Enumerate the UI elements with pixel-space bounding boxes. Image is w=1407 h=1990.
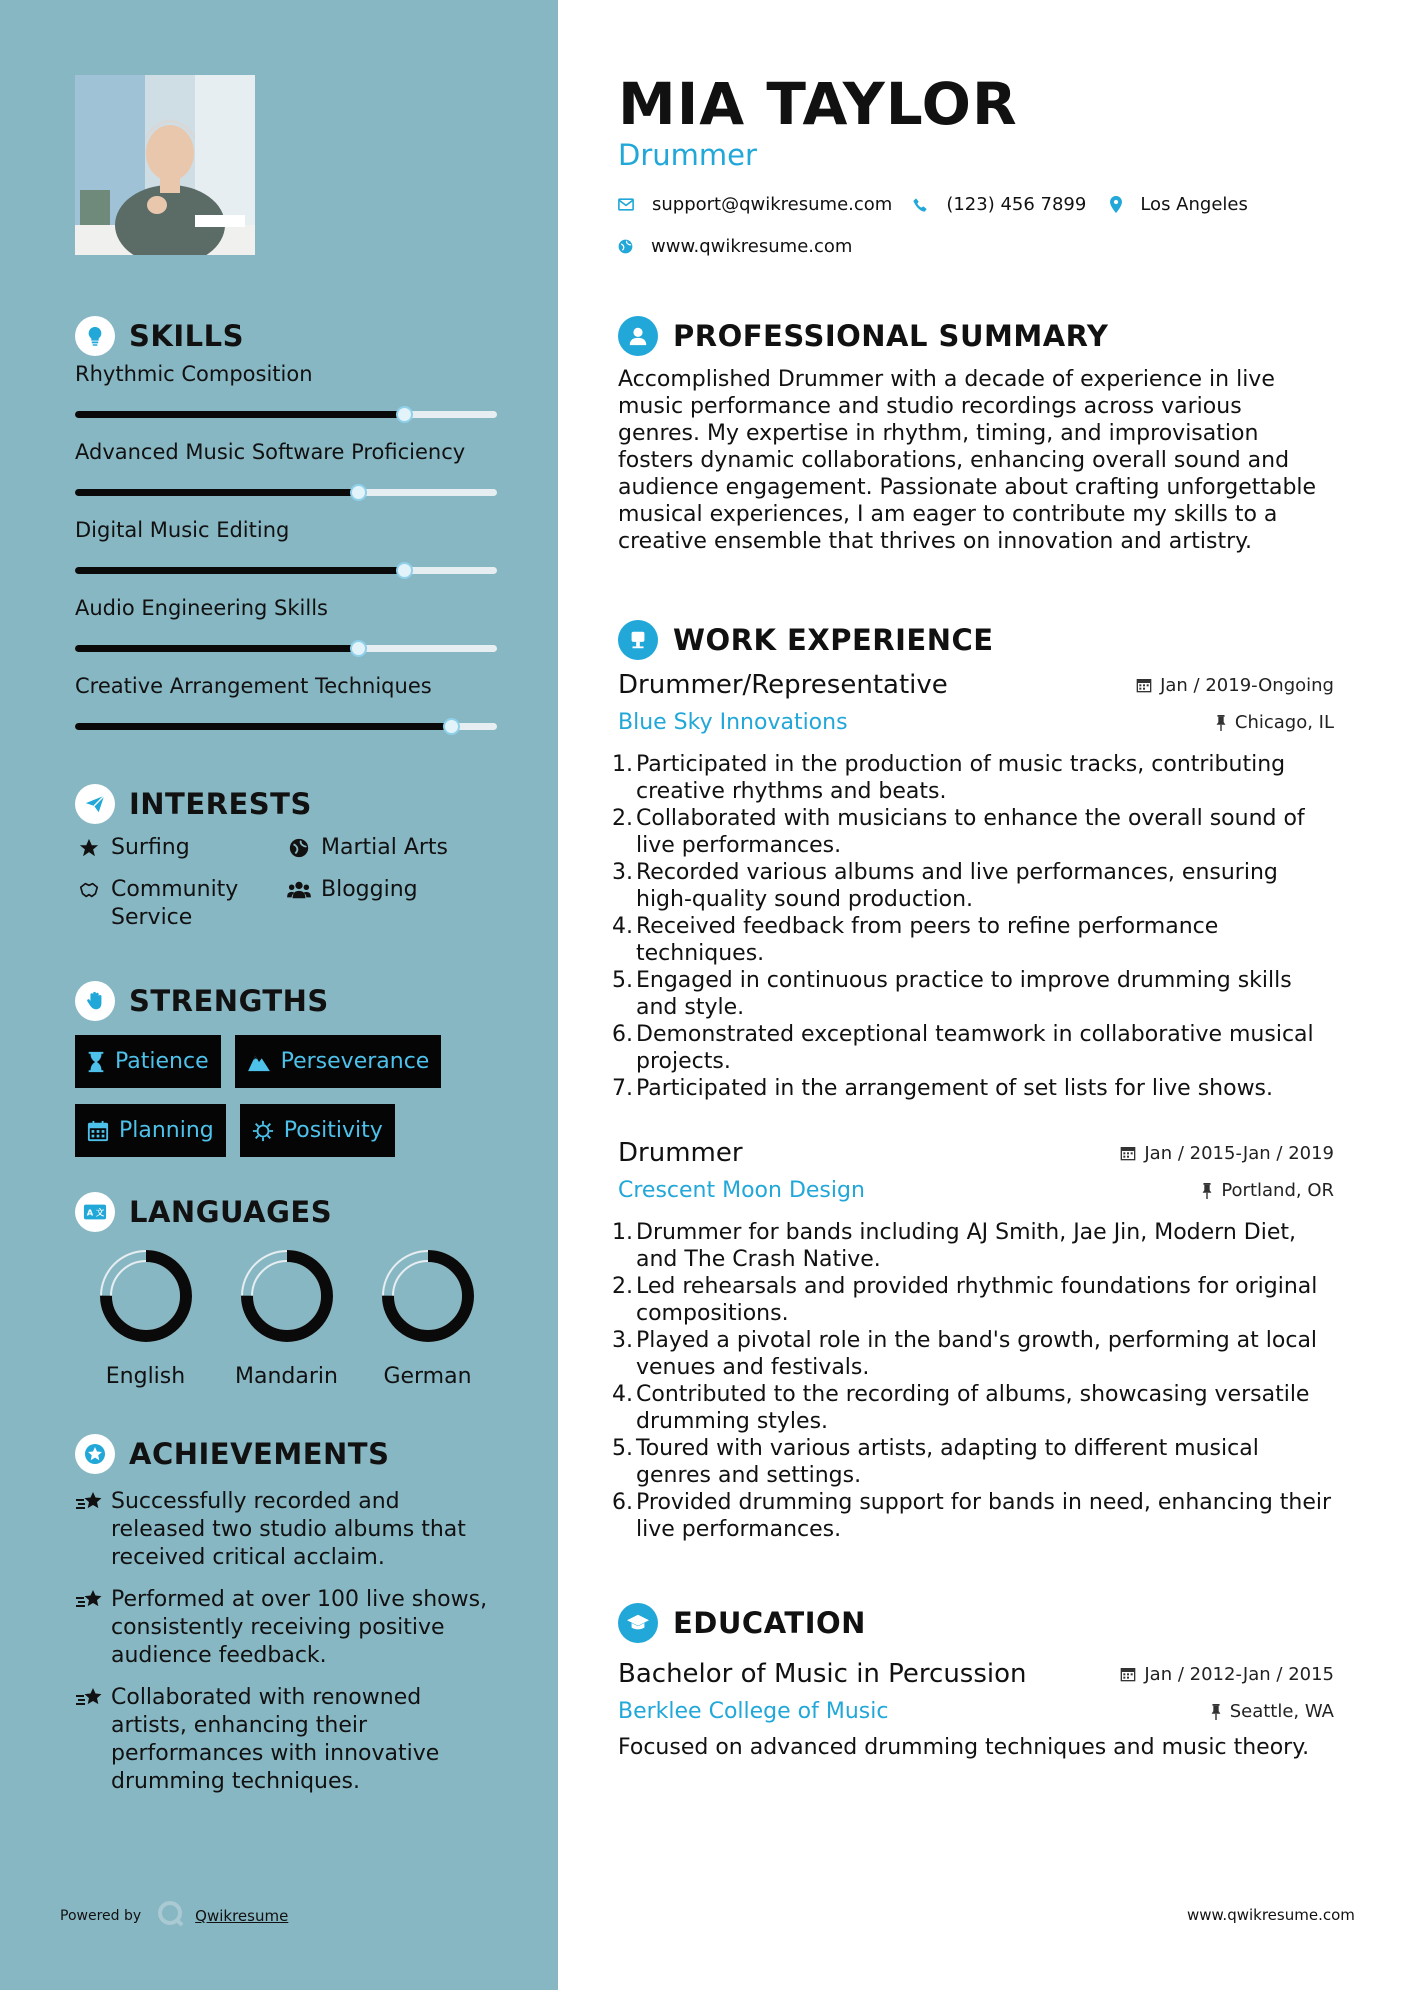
skills-list <box>75 360 505 750</box>
summary-header <box>618 316 1338 356</box>
education-head <box>618 1659 1334 1689</box>
achievement-text: Successfully recorded and released two studio albums that received critical acclaim. <box>111 1489 466 1570</box>
skill-item <box>75 594 505 672</box>
lightbulb-icon <box>75 316 115 356</box>
achievements-header <box>75 1434 505 1474</box>
strengths-list <box>75 1035 495 1157</box>
skill-bar-fill <box>75 723 451 730</box>
job-bullet <box>612 1435 1338 1489</box>
users-icon <box>285 876 313 904</box>
contact-row <box>618 194 1264 215</box>
shooting-star-icon <box>75 1586 111 1616</box>
qwikresume-logo-icon <box>157 1900 185 1932</box>
qwikresume-link[interactable]: Qwikresume <box>195 1907 289 1925</box>
skills-section <box>75 316 505 750</box>
bullet-number: 6. <box>612 1022 633 1047</box>
skill-bar <box>75 723 497 730</box>
job-bullet <box>612 1381 1338 1435</box>
achievements-title: ACHIEVEMENTS <box>129 1437 390 1471</box>
achievements-list <box>75 1488 505 1796</box>
interest-label: Community Service <box>111 877 239 930</box>
bullet-text: Provided drumming support for bands in need, enhancing their live performances. <box>636 1490 1332 1542</box>
skill-name: Rhythmic Composition <box>75 362 313 386</box>
bullet-text: Recorded various albums and live performances, ensuring high-quality sound production. <box>636 860 1278 912</box>
candidate-role: Drummer <box>618 138 757 172</box>
job-location-text: Chicago, IL <box>1234 712 1334 733</box>
job-entry <box>612 670 1338 1102</box>
hourglass-icon <box>87 1051 105 1073</box>
skill-item <box>75 438 505 516</box>
bullet-number: 4. <box>612 1382 633 1407</box>
skill-bar <box>75 567 497 574</box>
mountain-icon <box>247 1052 271 1072</box>
achievement-item <box>75 1488 505 1572</box>
calendar-icon <box>1120 1666 1136 1682</box>
calendar-icon <box>87 1120 109 1142</box>
svg-text:文: 文 <box>95 1207 105 1218</box>
language-level-ring <box>98 1248 194 1344</box>
bullet-text: Participated in the arrangement of set lists for live shows. <box>636 1076 1274 1101</box>
skill-item <box>75 360 505 438</box>
interest-item <box>285 834 485 862</box>
strength-label: Positivity <box>283 1118 383 1143</box>
skills-header <box>75 316 505 356</box>
strengths-header <box>75 981 505 1021</box>
bullet-number: 2. <box>612 1274 633 1299</box>
education-location <box>1210 1701 1334 1722</box>
job-bullet <box>612 1075 1338 1102</box>
bullet-number: 4. <box>612 914 633 939</box>
job-title: Drummer/Representative <box>618 670 948 700</box>
award-icon <box>75 1434 115 1474</box>
languages-header <box>75 1192 505 1232</box>
location-text: Los Angeles <box>1140 194 1248 215</box>
education-location-text: Seattle, WA <box>1229 1701 1334 1722</box>
bullet-text: Participated in the production of music tracks, contributing creative rhythms and beats. <box>636 752 1286 804</box>
bullet-text: Played a pivotal role in the band's growth, performing at local venues and festivals. <box>636 1328 1318 1380</box>
degree-title: Bachelor of Music in Percussion <box>618 1659 1027 1689</box>
language-name: German <box>383 1364 472 1389</box>
language-item <box>75 1248 216 1389</box>
language-name: Mandarin <box>235 1364 338 1389</box>
hand-icon <box>75 981 115 1021</box>
bullet-number: 3. <box>612 860 633 885</box>
summary-text: Accomplished Drummer with a decade of experience in live music performance and studio recordings across various genres. My expertise in rhythm, timing, and improvisation fosters dynamic collaborations, enhancing overall sound and audience engagement. Passionate about crafting unforgettable musical experiences, I am eager to contribute my skills to a creative ensemble that thrives on innovation and artistry. <box>618 367 1317 554</box>
language-level-ring <box>239 1248 335 1344</box>
interests-header <box>75 784 505 824</box>
experience-header <box>618 620 1338 660</box>
pin-icon <box>1210 1704 1222 1720</box>
achievement-text: Collaborated with renowned artists, enhancing their performances with innovative drumming techniques. <box>111 1685 440 1794</box>
skill-bar-knob <box>350 484 367 501</box>
language-icon <box>75 1192 115 1232</box>
language-item <box>216 1248 357 1389</box>
pin-icon <box>1201 1183 1213 1199</box>
skill-bar-fill <box>75 567 404 574</box>
interest-label: Surfing <box>111 835 190 860</box>
map-pin-icon <box>1110 196 1122 213</box>
language-level-ring <box>380 1248 476 1344</box>
bullet-number: 5. <box>612 1436 633 1461</box>
school-name: Berklee College of Music <box>618 1699 889 1724</box>
skill-bar <box>75 411 497 418</box>
achievements-section <box>75 1434 505 1796</box>
job-date <box>1136 675 1334 696</box>
skill-name: Advanced Music Software Proficiency <box>75 440 466 464</box>
bullet-text: Collaborated with musicians to enhance the overall sound of live performances. <box>636 806 1305 858</box>
bullet-text: Toured with various artists, adapting to different musical genres and settings. <box>636 1436 1259 1488</box>
bullet-text: Engaged in continuous practice to improve drumming skills and style. <box>636 968 1292 1020</box>
briefcase-icon <box>618 620 658 660</box>
skill-bar-fill <box>75 411 404 418</box>
bullet-number: 3. <box>612 1328 633 1353</box>
globe-icon <box>618 239 633 254</box>
strengths-title: STRENGTHS <box>129 984 329 1018</box>
strengths-section <box>75 981 505 1157</box>
skill-name: Digital Music Editing <box>75 518 290 542</box>
education-header <box>618 1603 1338 1643</box>
bullet-text: Contributed to the recording of albums, showcasing versatile drumming styles. <box>636 1382 1310 1434</box>
languages-list <box>75 1248 505 1389</box>
strength-badge <box>75 1035 221 1088</box>
bullet-number: 5. <box>612 968 633 993</box>
contact-location <box>1110 194 1248 215</box>
job-location <box>1201 1180 1334 1201</box>
email-text[interactable]: support@qwikresume.com <box>652 194 893 215</box>
job-bullet <box>612 1273 1338 1327</box>
skill-bar <box>75 645 497 652</box>
job-location-text: Portland, OR <box>1221 1180 1334 1201</box>
language-name: English <box>105 1364 186 1389</box>
summary-title: PROFESSIONAL SUMMARY <box>673 319 1109 353</box>
strength-label: Perseverance <box>280 1049 430 1074</box>
interest-label: Blogging <box>321 877 418 902</box>
job-sub <box>618 1178 1334 1203</box>
skill-item <box>75 516 505 594</box>
sun-icon <box>252 1120 274 1142</box>
powered-by-label: Powered by <box>60 1908 142 1924</box>
job-sub <box>618 710 1334 735</box>
interest-item <box>75 834 285 862</box>
job-bullet <box>612 913 1338 967</box>
pin-icon <box>1215 715 1227 731</box>
job-bullet <box>612 805 1338 859</box>
language-item <box>357 1248 498 1389</box>
job-entry <box>612 1138 1338 1543</box>
job-bullet <box>612 1021 1338 1075</box>
bullet-text: Drummer for bands including AJ Smith, Jae Jin, Modern Diet, and The Crash Native. <box>636 1220 1296 1272</box>
job-bullets <box>612 1219 1338 1543</box>
phone-icon <box>912 197 928 213</box>
website-text[interactable]: www.qwikresume.com <box>651 236 853 257</box>
contact-website <box>618 236 852 257</box>
experience-title: WORK EXPERIENCE <box>673 623 994 657</box>
phone-text: (123) 456 7899 <box>946 194 1087 215</box>
interests-section <box>75 784 505 932</box>
job-bullet <box>612 751 1338 805</box>
job-date-text: Jan / 2015-Jan / 2019 <box>1144 1142 1334 1164</box>
calendar-icon <box>1136 677 1152 693</box>
skill-item <box>75 672 505 750</box>
achievement-item <box>75 1684 505 1796</box>
strength-badge <box>75 1104 226 1157</box>
interest-item <box>285 876 485 932</box>
interest-label: Martial Arts <box>321 835 449 860</box>
job-date <box>1120 1143 1334 1164</box>
bullet-text: Led rehearsals and provided rhythmic foundations for original compositions. <box>636 1274 1318 1326</box>
job-bullets <box>612 751 1338 1102</box>
sidebar <box>0 0 558 1990</box>
skill-bar-knob <box>350 640 367 657</box>
interests-title: INTERESTS <box>129 787 312 821</box>
skill-bar-knob <box>443 718 460 735</box>
bullet-number: 1. <box>612 1220 633 1245</box>
contact-phone <box>912 194 1086 215</box>
job-bullet <box>612 967 1338 1021</box>
achievement-text: Performed at over 100 live shows, consistently receiving positive audience feedback. <box>111 1587 488 1668</box>
powered-by <box>60 1900 288 1932</box>
summary-section <box>618 316 1338 555</box>
contact-email <box>618 194 892 215</box>
skill-name: Audio Engineering Skills <box>75 596 328 620</box>
interest-item <box>75 876 285 932</box>
graduation-cap-icon <box>618 1603 658 1643</box>
job-bullet <box>612 1327 1338 1381</box>
profile-photo <box>75 75 255 255</box>
skill-name: Creative Arrangement Techniques <box>75 674 432 698</box>
skill-bar-knob <box>396 562 413 579</box>
languages-section <box>75 1192 505 1389</box>
job-head <box>618 670 1334 700</box>
job-bullet <box>612 859 1338 913</box>
footer-url[interactable]: www.qwikresume.com <box>1187 1906 1355 1924</box>
education-sub <box>618 1699 1334 1724</box>
contact-row-website <box>618 236 868 257</box>
bullet-number: 1. <box>612 752 633 777</box>
bullet-number: 6. <box>612 1490 633 1515</box>
paper-plane-icon <box>75 784 115 824</box>
strength-label: Planning <box>119 1118 214 1143</box>
experience-section <box>618 620 1338 660</box>
education-title: EDUCATION <box>673 1606 866 1640</box>
languages-title: LANGUAGES <box>129 1195 333 1229</box>
achievement-item <box>75 1586 505 1670</box>
user-icon <box>618 316 658 356</box>
education-date-text: Jan / 2012-Jan / 2015 <box>1144 1663 1334 1685</box>
handshake-icon <box>75 876 103 904</box>
strength-label: Patience <box>115 1049 209 1074</box>
strength-badge <box>235 1035 442 1088</box>
job-location <box>1215 712 1334 733</box>
education-date <box>1120 1664 1334 1685</box>
shooting-star-icon <box>75 1488 111 1518</box>
job-bullet <box>612 1489 1338 1543</box>
education-section <box>618 1603 1338 1761</box>
skill-bar-knob <box>396 406 413 423</box>
bullet-number: 7. <box>612 1076 633 1101</box>
job-head <box>618 1138 1334 1168</box>
bullet-number: 2. <box>612 806 633 831</box>
job-company: Blue Sky Innovations <box>618 710 848 735</box>
bullet-text: Demonstrated exceptional teamwork in collaborative musical projects. <box>636 1022 1314 1074</box>
job-company: Crescent Moon Design <box>618 1178 865 1203</box>
job-title: Drummer <box>618 1138 743 1168</box>
job-bullet <box>612 1219 1338 1273</box>
job-date-text: Jan / 2019-Ongoing <box>1160 674 1334 696</box>
svg-text:A: A <box>86 1207 94 1218</box>
skill-bar-fill <box>75 489 358 496</box>
shooting-star-icon <box>75 1684 111 1714</box>
skill-bar <box>75 489 497 496</box>
envelope-icon <box>618 198 634 211</box>
interests-list <box>75 834 505 932</box>
skill-bar-fill <box>75 645 358 652</box>
skills-title: SKILLS <box>129 319 244 353</box>
star-icon <box>75 834 103 862</box>
globe-icon <box>285 834 313 862</box>
candidate-name: MIA TAYLOR <box>618 70 1018 138</box>
calendar-icon <box>1120 1145 1136 1161</box>
strength-badge <box>240 1104 395 1157</box>
bullet-text: Received feedback from peers to refine performance techniques. <box>636 914 1219 966</box>
education-text: Focused on advanced drumming techniques and music theory. <box>618 1735 1310 1760</box>
